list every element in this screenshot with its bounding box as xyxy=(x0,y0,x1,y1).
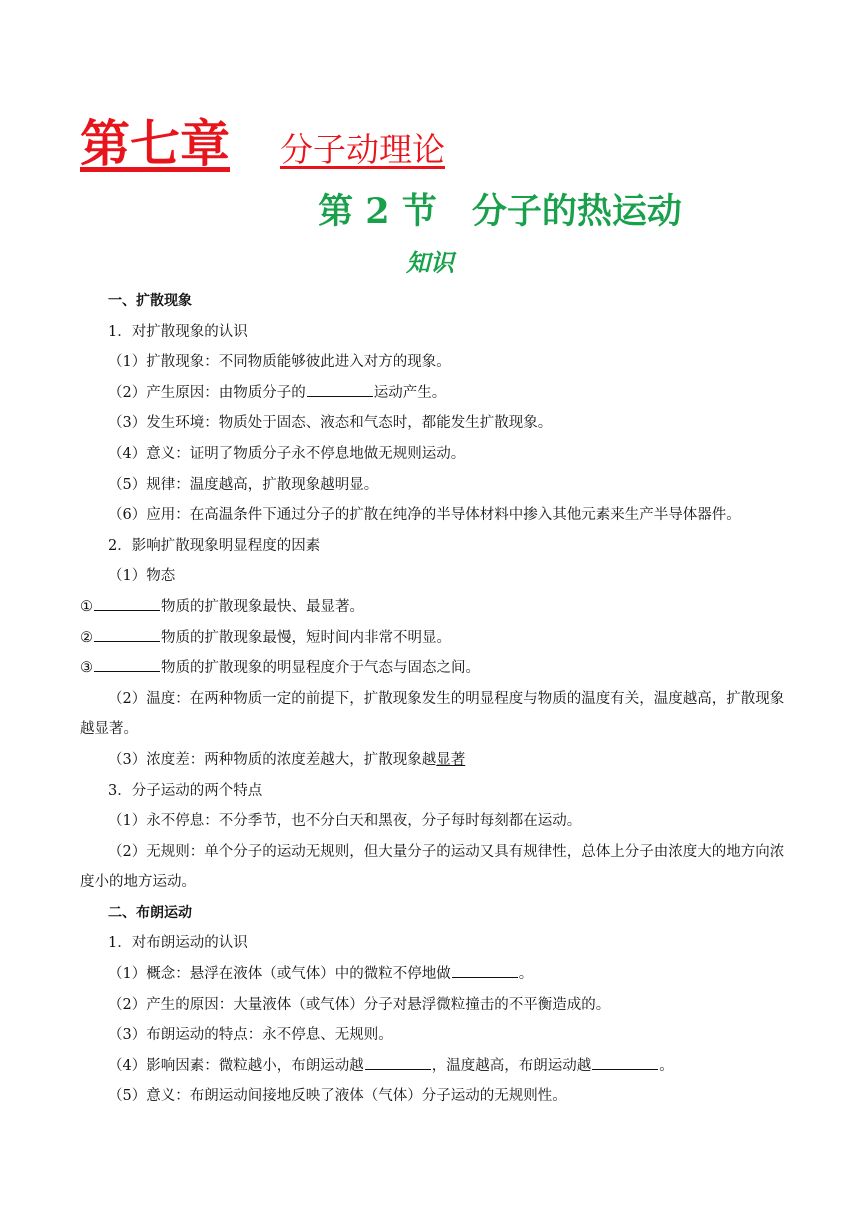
fill-blank xyxy=(94,657,160,672)
para-diffusion-cause: （2）产生原因：由物质分子的 运动产生。 xyxy=(80,378,785,409)
para-diffusion-definition: （1）扩散现象：不同物质能够彼此进入对方的现象。 xyxy=(108,354,451,371)
para-brownian-concept: （1）概念：悬浮在液体（或气体）中的微粒不停地做 。 xyxy=(80,959,785,990)
heading-diffusion: 一、扩散现象 xyxy=(108,293,192,309)
para-brownian-meaning: （5）意义：布朗运动间接地反映了液体（气体）分子运动的无规则性。 xyxy=(108,1088,567,1105)
para-brownian-cause: （2）产生的原因：大量液体（或气体）分子对悬浮微粒撞击的不平衡造成的。 xyxy=(108,996,611,1013)
subheading-brownian-understanding: 1．对布朗运动的认识 xyxy=(108,935,248,952)
para-concentration: （3）浓度差：两种物质的浓度差越大，扩散现象越显著 xyxy=(108,751,466,768)
para-state: （1）物态 xyxy=(108,568,176,585)
para-temperature: （2）温度：在两种物质一定的前提下，扩散现象发生的明显程度与物质的温度有关，温度越高，扩散现象越显著。 xyxy=(80,690,785,738)
subheading-molecular-motion: 3．分子运动的两个特点 xyxy=(108,782,263,799)
heading-brownian: 二、布朗运动 xyxy=(108,904,192,921)
para-diffusion-meaning: （4）意义：证明了物质分子永不停息地做无规则运动。 xyxy=(108,445,466,462)
fill-blank xyxy=(365,1055,431,1070)
para-diffusion-application: （6）应用：在高温条件下通过分子的扩散在纯净的半导体材料中掺入其他元素来生产半导体器件。 xyxy=(108,507,741,524)
item-state-3: ③ 物质的扩散现象的明显程度介于气态与固态之间。 xyxy=(80,653,785,684)
content-body xyxy=(80,286,785,1112)
fill-blank xyxy=(94,596,160,611)
para-irregular: （2）无规则：单个分子的运动无规则，但大量分子的运动又具有规律性，总体上分子由浓度大的地方向浓度小的地方运动。 xyxy=(80,843,785,891)
para-brownian-features: （3）布朗运动的特点：永不停息、无规则。 xyxy=(108,1027,393,1044)
para-diffusion-environment: （3）发生环境：物质处于固态、液态和气态时，都能发生扩散现象。 xyxy=(108,415,553,432)
subheading-diffusion-factors: 2．影响扩散现象明显程度的因素 xyxy=(108,537,321,554)
para-never-stop: （1）永不停息：不分季节，也不分白天和黑夜，分子每时每刻都在运动。 xyxy=(108,813,582,830)
section-title: 第 2 节 分子的热运动 xyxy=(318,191,682,232)
item-state-1: ① 物质的扩散现象最快、最显著。 xyxy=(80,592,785,623)
item-state-2: ② 物质的扩散现象最慢，短时间内非常不明显。 xyxy=(80,623,785,654)
chapter-name: 分子动理论 xyxy=(280,130,445,169)
chapter-heading xyxy=(80,104,445,176)
knowledge-heading: 知识 xyxy=(406,248,454,277)
fill-blank xyxy=(592,1055,658,1070)
subheading-diffusion-understanding: 1．对扩散现象的认识 xyxy=(108,323,248,340)
chapter-number: 第七章 xyxy=(80,114,230,173)
fill-blank xyxy=(307,382,373,397)
para-diffusion-rule: （5）规律：温度越高，扩散现象越明显。 xyxy=(108,476,379,493)
para-brownian-factors: （4）影响因素：微粒越小，布朗运动越 ，温度越高，布朗运动越 。 xyxy=(80,1051,785,1082)
fill-blank xyxy=(452,963,518,978)
fill-blank xyxy=(94,627,160,642)
